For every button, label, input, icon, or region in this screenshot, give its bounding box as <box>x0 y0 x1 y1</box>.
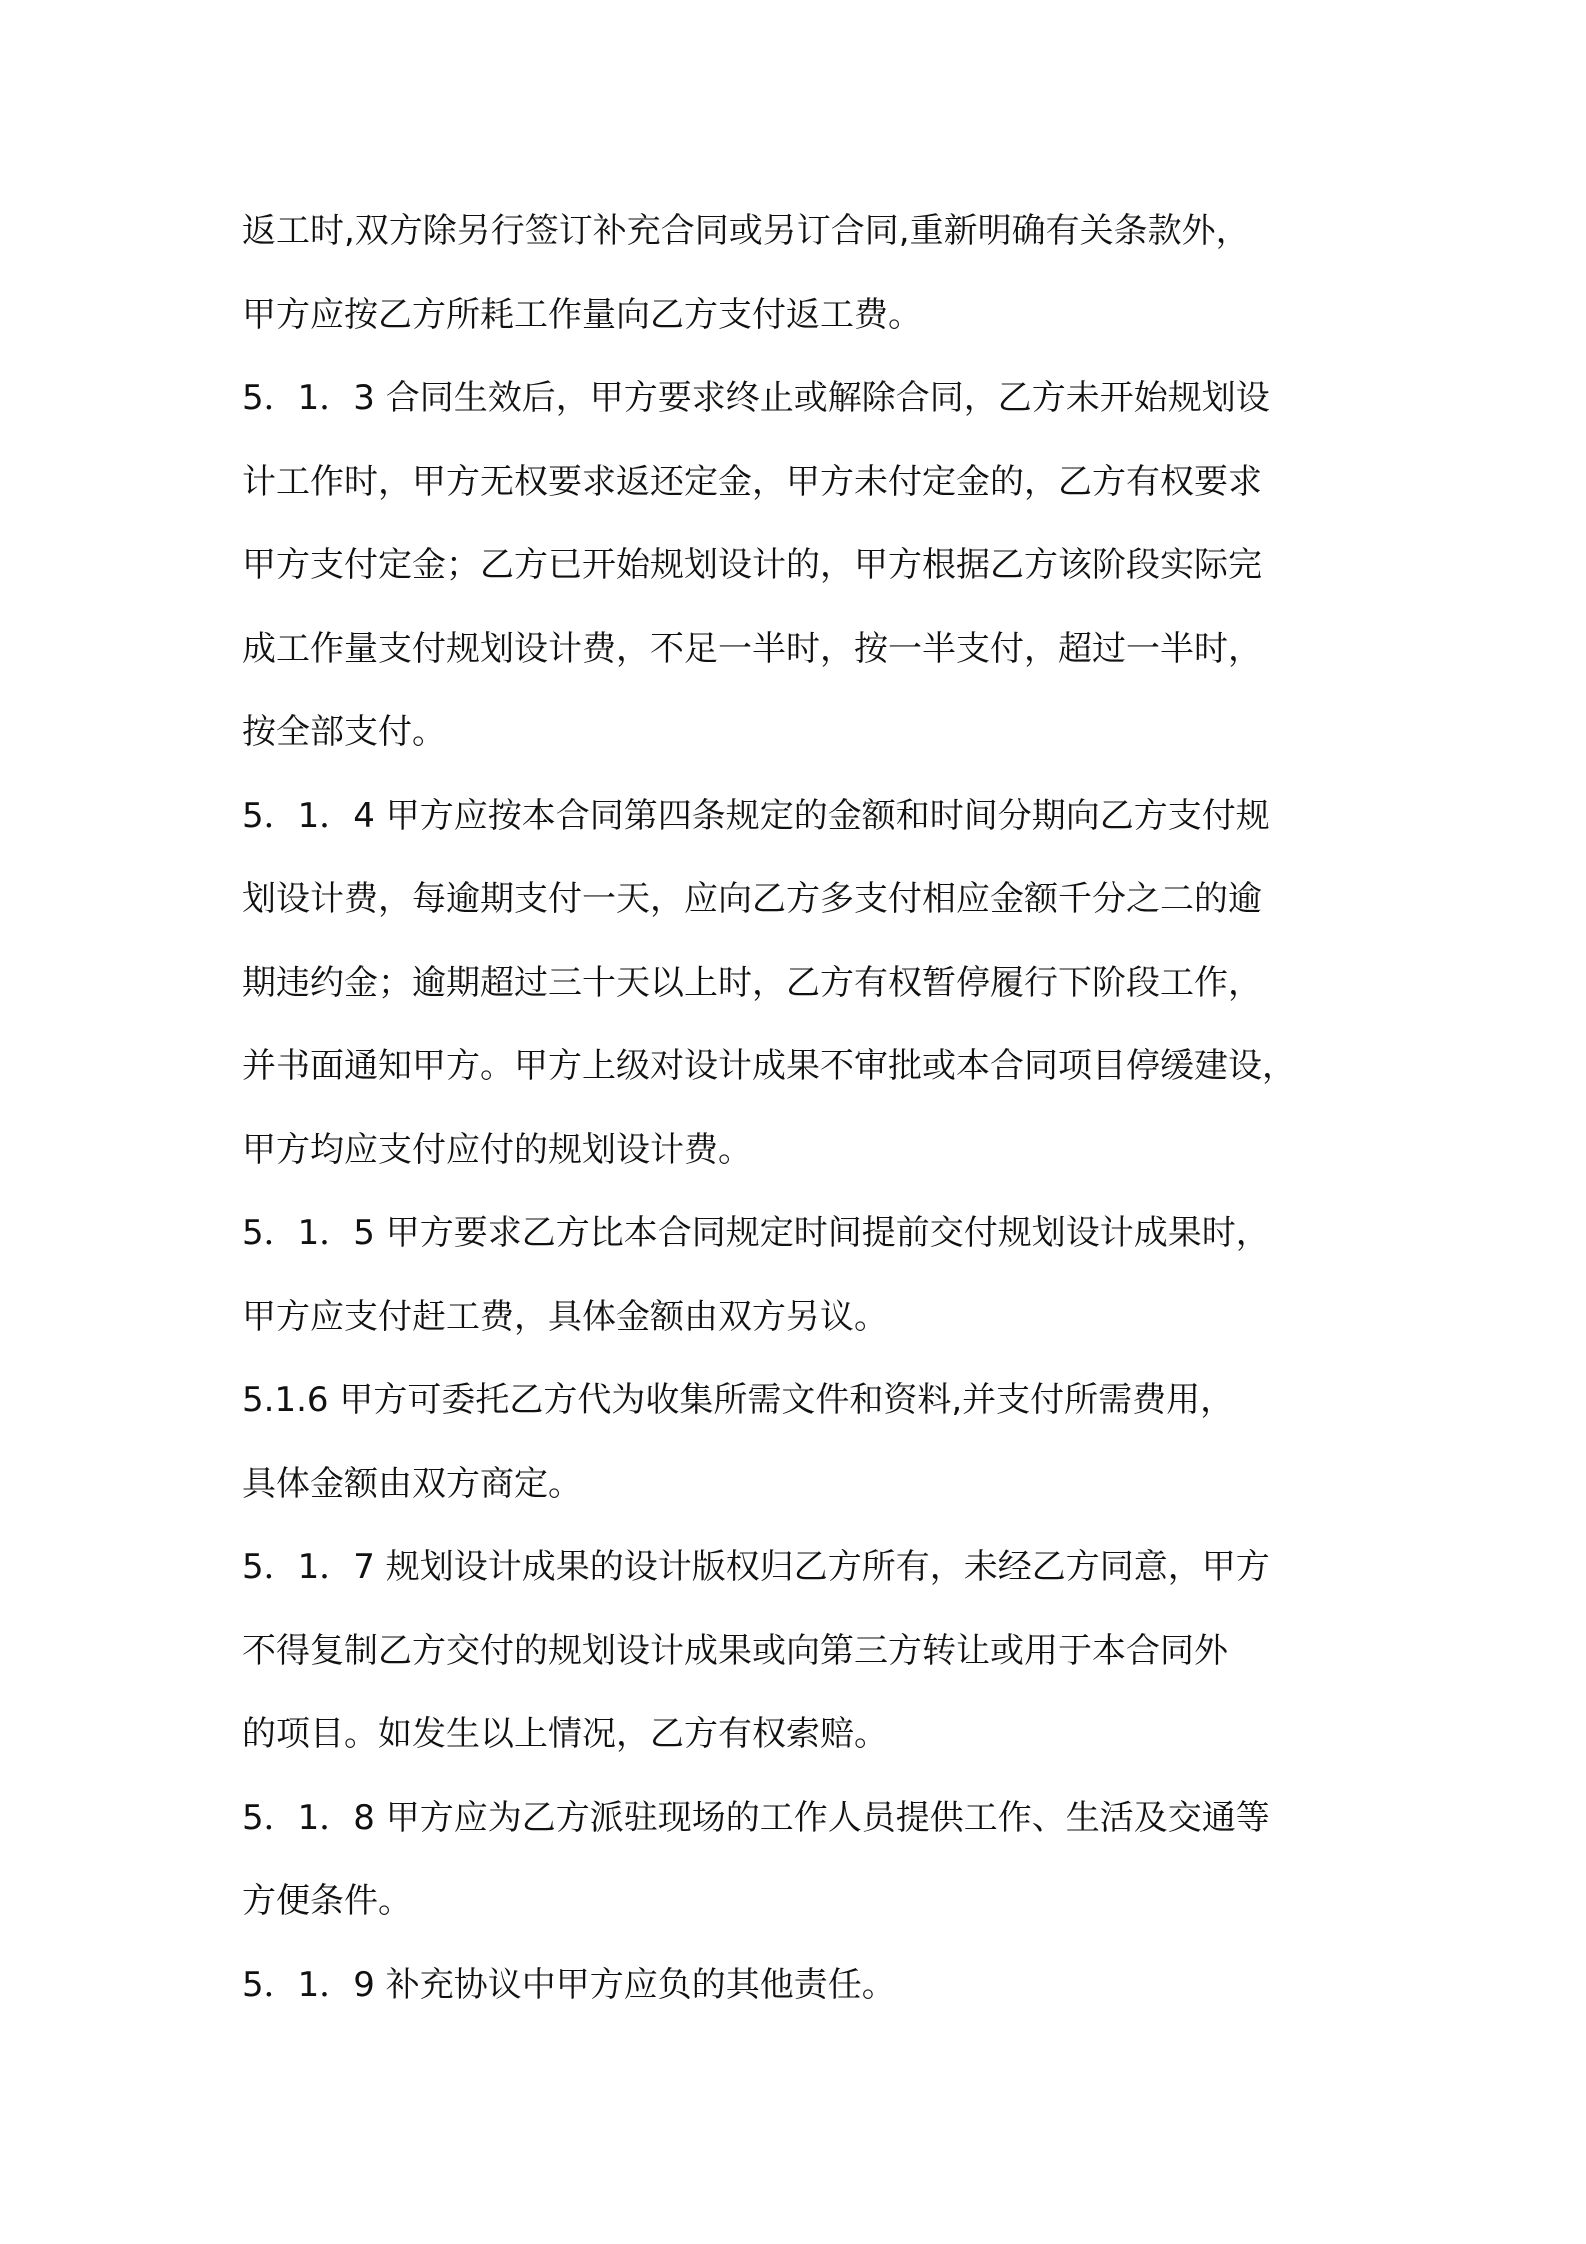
text-line: 成工作量支付规划设计费，不足一半时，按一半支付，超过一半时， <box>242 628 1262 669</box>
text-line: 的项目。如发生以上情况，乙方有权索赔。 <box>242 1714 888 1754</box>
text-line: 5．1．9 补充协议中甲方应负的其他责任。 <box>242 1964 896 2005</box>
text-line: 方便条件。 <box>242 1881 412 1921</box>
document-body <box>242 200 1372 2037</box>
text-line: 5．1．3 合同生效后，甲方要求终止或解除合同，乙方未开始规划设 <box>242 378 1270 418</box>
text-line: 返工时,双方除另行签订补充合同或另订合同,重新明确有关条款外， <box>242 211 1250 251</box>
text-line: 5．1．4 甲方应按本合同第四条规定的金额和时间分期向乙方支付规 <box>242 795 1270 836</box>
text-line: 并书面通知甲方。甲方上级对设计成果不审批或本合同项目停缓建设， <box>242 1046 1296 1086</box>
text-line: 不得复制乙方交付的规划设计成果或向第三方转让或用于本合同外 <box>242 1630 1228 1671</box>
text-line: 具体金额由双方商定。 <box>242 1463 582 1504</box>
text-line: 按全部支付。 <box>242 712 446 752</box>
text-line: 甲方均应支付应付的规划设计费。 <box>242 1129 752 1170</box>
text-line: 划设计费，每逾期支付一天，应向乙方多支付相应金额千分之二的逾 <box>242 879 1262 919</box>
text-line: 期违约金；逾期超过三十天以上时，乙方有权暂停履行下阶段工作， <box>242 962 1262 1003</box>
text-line: 甲方支付定金；乙方已开始规划设计的，甲方根据乙方该阶段实际完 <box>242 545 1262 585</box>
text-line: 甲方应按乙方所耗工作量向乙方支付返工费。 <box>242 294 922 335</box>
text-line: 甲方应支付赶工费，具体金额由双方另议。 <box>242 1296 888 1337</box>
text-line: 5．1．7 规划设计成果的设计版权归乙方所有，未经乙方同意，甲方 <box>242 1547 1270 1587</box>
text-line: 5．1．8 甲方应为乙方派驻现场的工作人员提供工作、生活及交通等 <box>242 1797 1270 1838</box>
text-line: 计工作时，甲方无权要求返还定金，甲方未付定金的，乙方有权要求 <box>242 461 1262 502</box>
text-line: 5．1．5 甲方要求乙方比本合同规定时间提前交付规划设计成果时， <box>242 1213 1270 1253</box>
text-line: 5.1.6 甲方可委托乙方代为收集所需文件和资料,并支付所需费用， <box>242 1380 1235 1420</box>
